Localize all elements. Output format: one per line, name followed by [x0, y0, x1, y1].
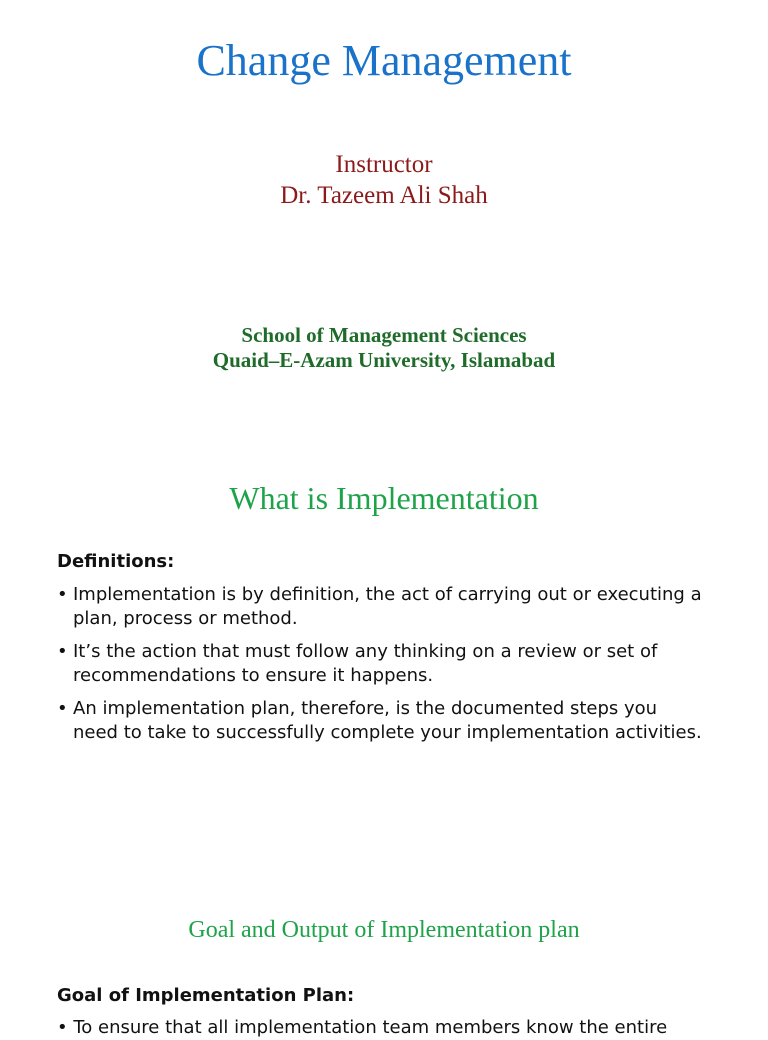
instructor-label: Instructor: [335, 151, 433, 178]
bullet-text-line: An implementation plan, therefore, is the documented steps you: [73, 698, 658, 719]
bullet-text-line: It’s the action that must follow any thinking on a review or set of: [73, 641, 658, 662]
school-name: School of Management Sciences: [241, 323, 527, 347]
cutoff-bullet-text: • To ensure that all implementation team members know the entire: [57, 1017, 668, 1038]
slide-title: Change Management: [196, 36, 572, 85]
university-name: Quaid–E-Azam University, Islamabad: [212, 348, 556, 372]
definitions-label: Definitions:: [57, 551, 175, 572]
list-item: [57, 583, 747, 631]
definitions-list: [57, 583, 747, 754]
section-title-goal-output: Goal and Output of Implementation plan: [188, 917, 580, 943]
bullet-text-line: need to take to successfully complete your implementation activities.: [73, 722, 702, 743]
bullet-text-line: Implementation is by definition, the act of carrying out or executing a: [73, 584, 702, 605]
bullet-icon: •: [57, 641, 68, 662]
goal-label: Goal of Implementation Plan:: [57, 985, 355, 1006]
list-item: [57, 697, 747, 745]
list-item: [57, 640, 747, 688]
bullet-text-line: recommendations to ensure it happens.: [73, 665, 434, 686]
bullet-icon: •: [57, 698, 68, 719]
bullet-text-line: plan, process or method.: [73, 608, 298, 629]
section-title-implementation: What is Implementation: [229, 480, 539, 516]
instructor-name: Dr. Tazeem Ali Shah: [280, 182, 488, 209]
bullet-icon: •: [57, 584, 68, 605]
